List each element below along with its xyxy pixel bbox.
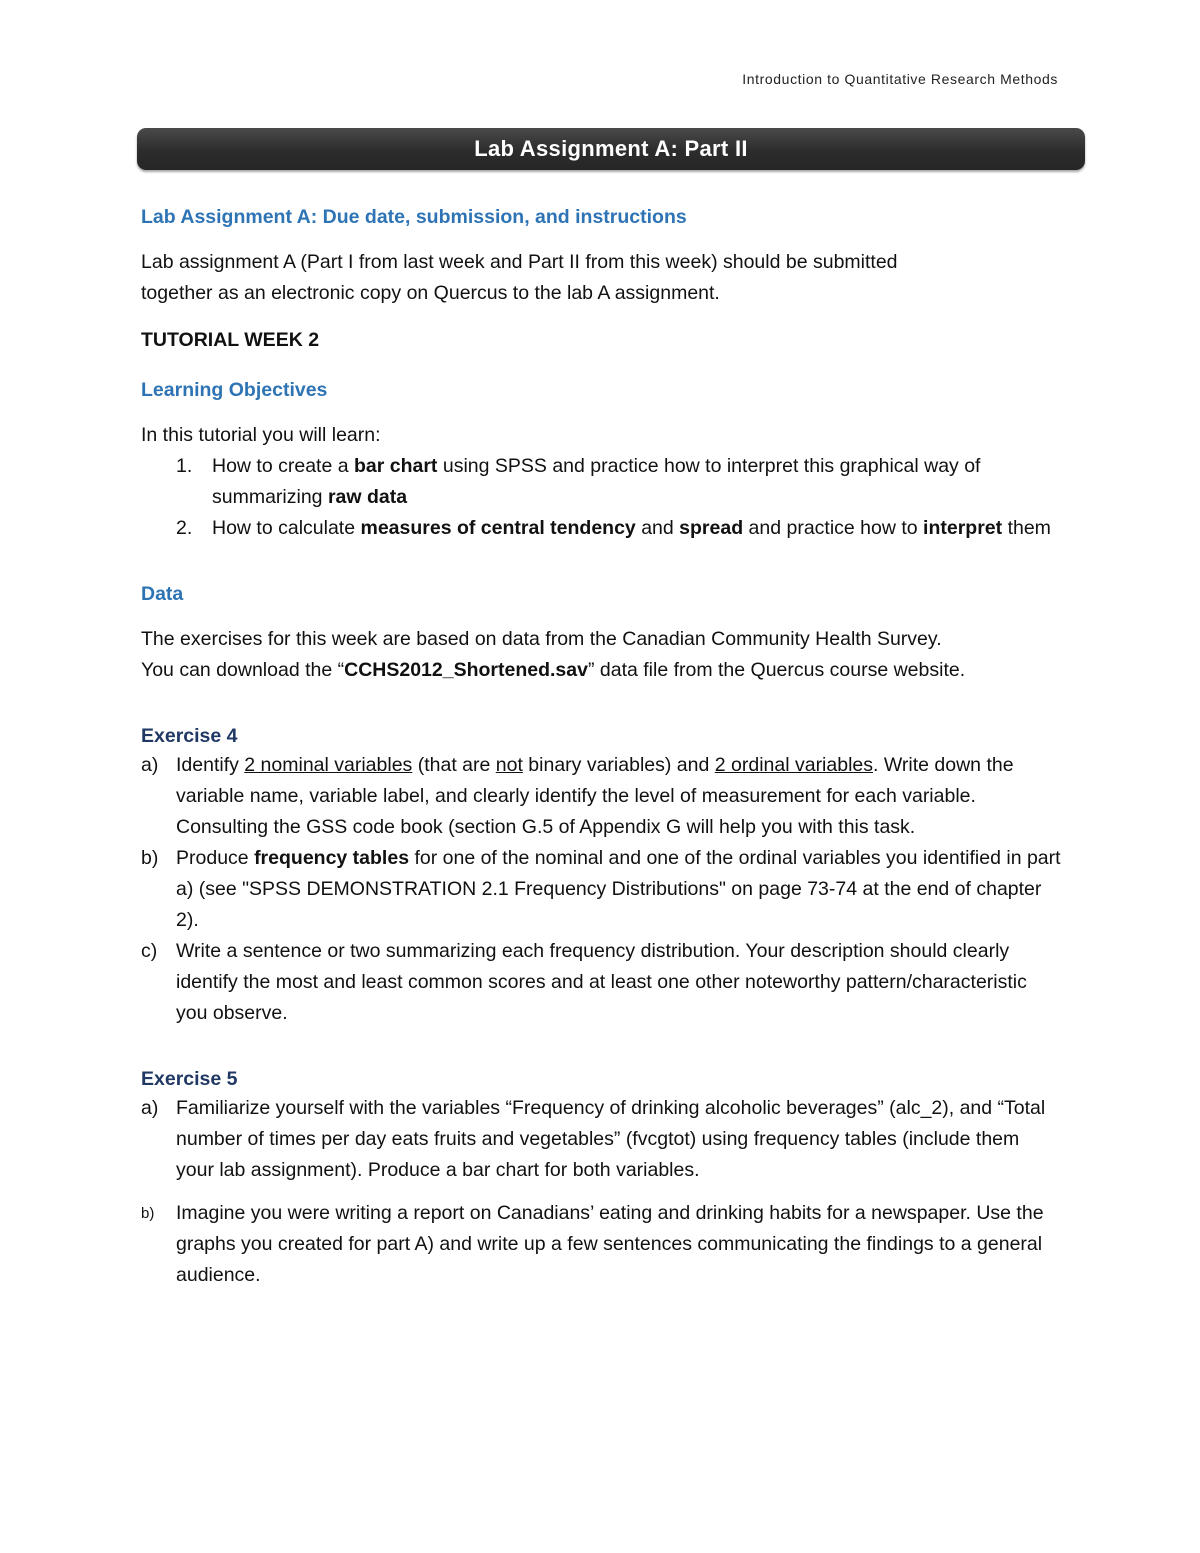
list-number: 2. [176, 517, 193, 539]
objective-text: and practice how to [743, 517, 924, 539]
objective-bold: spread [679, 517, 744, 539]
data-line2-post: ” data file from the Quercus course website. [587, 659, 966, 681]
list-letter: b) [141, 847, 159, 869]
exercise-underline: 2 nominal variables [244, 754, 413, 776]
objective-text: using SPSS and practice how to interpret this graphical way of summarizing [212, 455, 981, 508]
data-filename: CCHS2012_Shortened.sav [344, 659, 588, 681]
data-line1: The exercises for this week are based on data from the Canadian Community Health Survey. [141, 628, 942, 650]
data-heading: Data [141, 583, 184, 605]
objective-bold: measures of central tendency [360, 517, 636, 539]
list-item [141, 451, 1061, 513]
list-letter: b) [141, 1205, 155, 1222]
exercise-underline: 2 ordinal variables [714, 754, 874, 776]
page-title: Lab Assignment A: Part II [474, 136, 748, 161]
exercise5-list [141, 1093, 1061, 1291]
data-body [141, 624, 1061, 686]
objectives-intro: In this tutorial you will learn: [141, 424, 381, 446]
objective-bold: bar chart [353, 455, 438, 477]
list-item [141, 843, 1061, 936]
exercise-text: Imagine you were writing a report on Canadians’ eating and drinking habits for a newspaper. Use the graphs you created for part A) and write up a few sentences communicating the findings to a general audience. [176, 1202, 1044, 1286]
list-item [141, 1198, 1061, 1291]
exercise-text: . Write down the variable name, variable label, and clearly identify the level of measurement for each variable. Consulting the GSS code book (section G.5 of Appendix G will help you with this task. [176, 754, 1014, 838]
exercise-text: Identify [176, 754, 245, 776]
due-section-body [141, 247, 1061, 309]
list-item [141, 1093, 1061, 1186]
exercise-text: Produce [176, 847, 255, 869]
tutorial-label: TUTORIAL WEEK 2 [141, 329, 320, 351]
list-item [141, 750, 1061, 843]
exercise-text: for one of the nominal and one of the ordinal variables you identified in part a) (see "SPSS DEMONSTRATION 2.1 Frequency Distributions" on page 73-74 at the end of chapter 2). [176, 847, 1061, 931]
title-bar [137, 128, 1085, 170]
exercise-underline: not [495, 754, 523, 776]
due-body-line2: together as an electronic copy on Quercus to the lab A assignment. [141, 282, 720, 304]
list-number: 1. [176, 455, 193, 477]
list-letter: c) [141, 940, 158, 962]
exercise4-heading: Exercise 4 [141, 725, 238, 747]
objectives-list [141, 451, 1061, 544]
list-letter: a) [141, 1097, 159, 1119]
exercise4-list [141, 750, 1061, 1029]
exercise-text: (that are [412, 754, 496, 776]
running-header: Introduction to Quantitative Research Methods [742, 71, 1058, 87]
exercise-bold: frequency tables [254, 847, 410, 869]
data-line2-pre: You can download the “ [141, 659, 345, 681]
exercise5-heading: Exercise 5 [141, 1068, 238, 1090]
due-body-line1: Lab assignment A (Part I from last week and Part II from this week) should be submitted [141, 251, 898, 273]
objectives-heading: Learning Objectives [141, 379, 328, 401]
list-item [141, 513, 1061, 544]
objective-text: them [1002, 517, 1051, 539]
exercise-text: Write a sentence or two summarizing each frequency distribution. Your description should clearly identify the most and least common scores and at least one other noteworthy pattern/characteristic you observe. [176, 940, 1027, 1024]
main-content [141, 203, 1061, 1291]
exercise-text: binary variables) and [522, 754, 715, 776]
objective-text: and [635, 517, 680, 539]
due-section-heading: Lab Assignment A: Due date, submission, and instructions [141, 206, 687, 228]
objective-text: How to calculate [212, 517, 361, 539]
exercise-text: Familiarize yourself with the variables “Frequency of drinking alcoholic beverages” (alc_2), and “Total number of times per day eats fruits and vegetables” (fvcgtot) using frequency tables (include them your lab assignment). Produce a bar chart for both variables. [176, 1097, 1046, 1181]
list-item [141, 936, 1061, 1029]
objective-bold: raw data [327, 486, 408, 508]
objective-text: How to create a [212, 455, 354, 477]
list-letter: a) [141, 754, 159, 776]
objective-bold: interpret [923, 517, 1003, 539]
